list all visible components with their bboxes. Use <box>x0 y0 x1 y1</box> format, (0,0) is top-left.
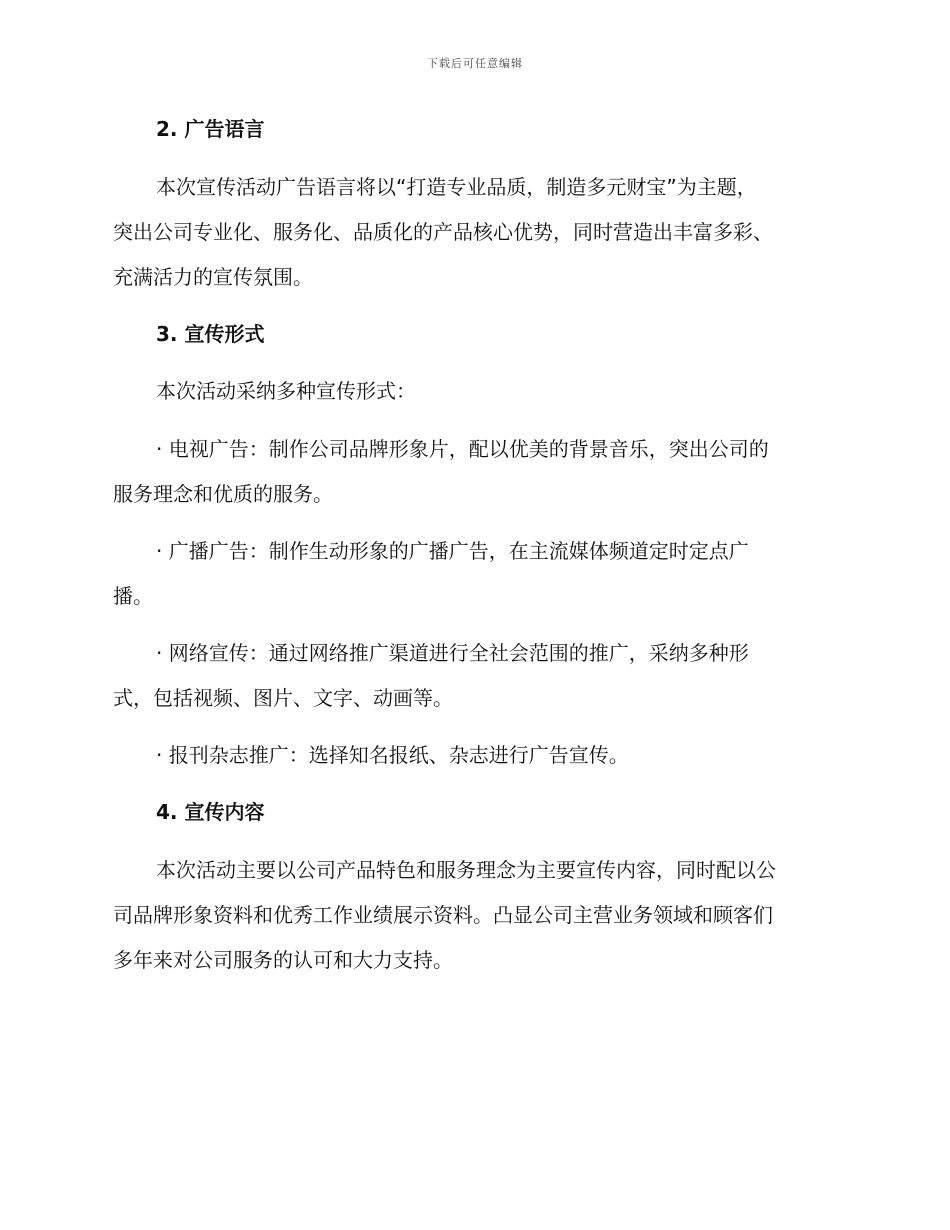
section-heading-promo-forms: 3. 宣传形式 <box>156 322 265 346</box>
paragraph-line: 本次活动主要以公司产品特色和服务理念为主要宣传内容，同时配以公 <box>156 858 776 882</box>
paragraph-line: 司品牌形象资料和优秀工作业绩展示资料。凸显公司主营业务领域和顾客们 <box>113 903 773 927</box>
bullet-line: · 网络宣传：通过网络推广渠道进行全社会范围的推广，采纳多种形 <box>156 641 749 665</box>
paragraph-line: 本次宣传活动广告语言将以“打造专业品质，制造多元财宝”为主题， <box>156 175 757 199</box>
section-heading-ad-language: 2. 广告语言 <box>156 117 265 141</box>
bullet-line: 式，包括视频、图片、文字、动画等。 <box>113 686 453 710</box>
paragraph-line: 突出公司专业化、服务化、品质化的产品核心优势，同时营造出丰富多彩、 <box>113 220 773 244</box>
bullet-line: · 广播广告：制作生动形象的广播广告，在主流媒体频道定时定点广 <box>156 539 749 563</box>
paragraph-line: 多年来对公司服务的认可和大力支持。 <box>113 948 453 972</box>
bullet-line: · 报刊杂志推广：选择知名报纸、杂志进行广告宣传。 <box>156 743 629 767</box>
bullet-line: 播。 <box>113 584 153 608</box>
paragraph-line: 充满活力的宣传氛围。 <box>113 265 313 289</box>
page-header-note: 下载后可任意编辑 <box>427 57 523 70</box>
bullet-line: · 电视广告：制作公司品牌形象片，配以优美的背景音乐，突出公司的 <box>156 437 769 461</box>
bullet-line: 服务理念和优质的服务。 <box>113 482 333 506</box>
paragraph-line: 本次活动采纳多种宣传形式： <box>156 379 416 403</box>
section-heading-promo-content: 4. 宣传内容 <box>156 800 265 824</box>
